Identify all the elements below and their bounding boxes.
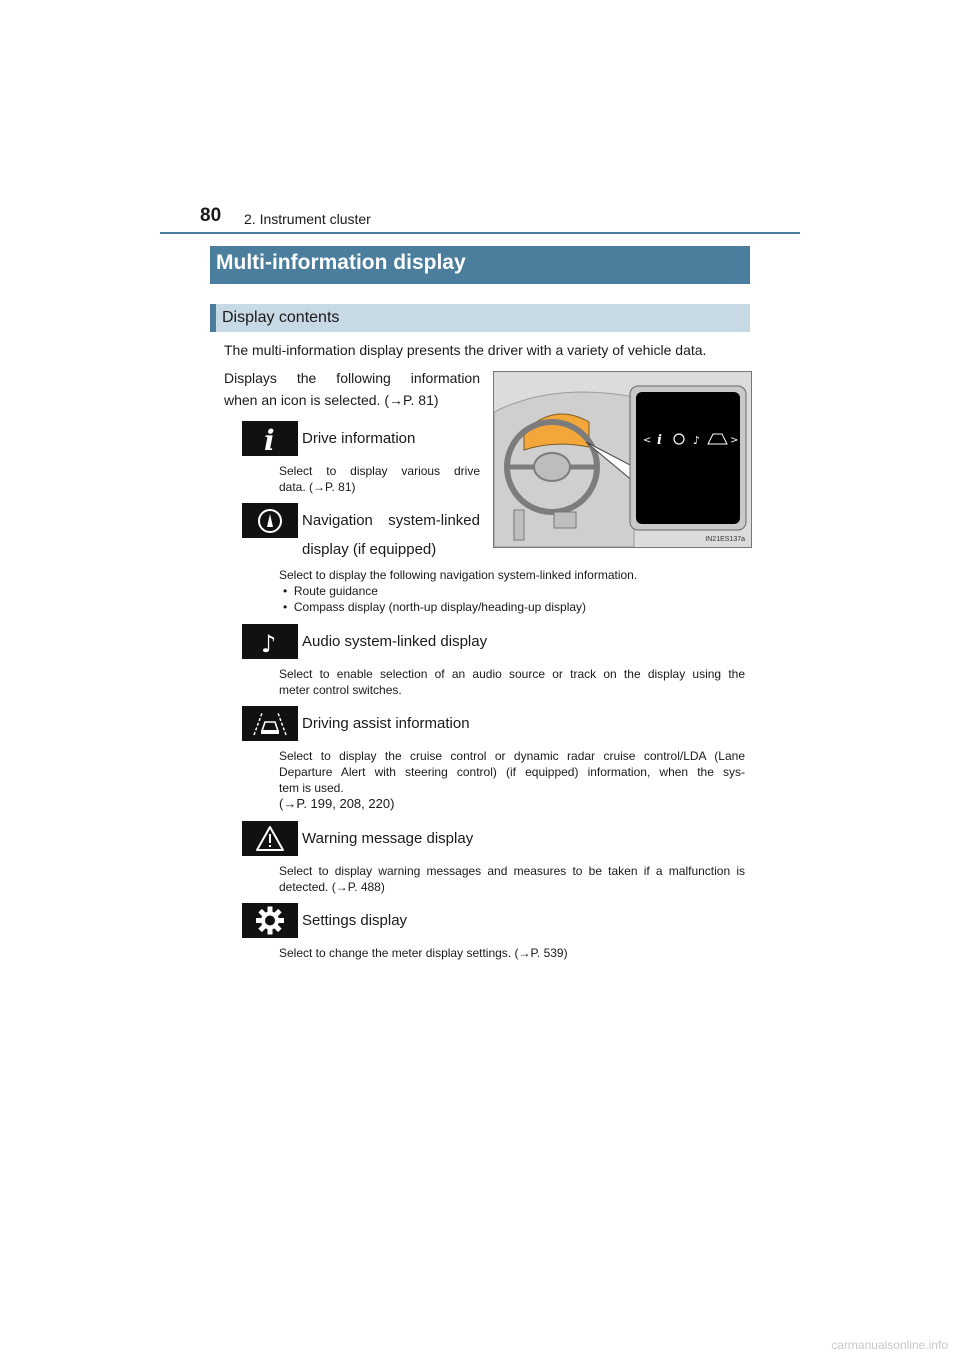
warning-desc-2: detected. (→P. 488) — [279, 880, 385, 894]
footer-watermark: carmanualsonline.info — [831, 1338, 948, 1352]
audio-desc-2: meter control switches. — [279, 683, 402, 697]
svg-text:♪: ♪ — [261, 630, 277, 658]
svg-text:i: i — [657, 433, 662, 448]
warning-label: Warning message display — [302, 830, 474, 847]
navigation-desc: Select to display the following navigation system-linked information. — [279, 568, 638, 582]
navigation-icon-box — [242, 503, 298, 538]
driving-assist-desc-1: Select to display the cruise control or dynamic radar cruise control/LDA (Lane — [279, 749, 745, 763]
svg-text:♪: ♪ — [693, 434, 701, 447]
info-i-icon — [242, 421, 298, 456]
car-lane-icon — [242, 706, 298, 741]
driving-assist-label: Driving assist information — [302, 715, 470, 732]
header-rule — [160, 232, 800, 234]
audio-desc-1: Select to enable selection of an audio source or track on the display using the — [279, 667, 745, 681]
audio-label: Audio system-linked display — [302, 633, 488, 650]
warning-triangle-icon — [242, 821, 298, 856]
drive-info-desc-2: data. (→P. 81) — [279, 480, 356, 494]
drive-info-desc-1: Select to display various drive — [279, 464, 480, 478]
warning-icon-box — [242, 821, 298, 856]
driving-assist-desc-2: Departure Alert with steering control) (if equipped) information, when the sys- — [279, 765, 745, 779]
driving-assist-icon-box — [242, 706, 298, 741]
drive-info-label: Drive information — [302, 430, 416, 447]
diagram-code: IN21ES137a — [705, 536, 745, 543]
lead-line-2: when an icon is selected. (→P. 81) — [224, 392, 439, 408]
navigation-icon — [242, 503, 298, 538]
audio-icon-box — [242, 624, 298, 659]
section-title: Multi-information display — [216, 251, 466, 274]
page-number: 80 — [200, 205, 222, 226]
navigation-bullet-2: • Compass display (north-up display/heading-up display) — [283, 600, 587, 614]
bullet-text: Compass display (north-up display/heading-up display) — [293, 600, 587, 614]
navigation-label-2: display (if equipped) — [302, 541, 437, 558]
settings-icon-box — [242, 903, 298, 938]
lead-line-1: Displays the following information — [224, 370, 480, 386]
driving-assist-ref: (→P. 199, 208, 220) — [279, 796, 395, 811]
dashboard-diagram — [493, 371, 752, 548]
dashboard-illustration — [494, 372, 751, 547]
navigation-label-1: Navigation system-linked — [302, 512, 480, 529]
warning-desc-1: Select to display warning messages and measures to be taken if a malfunction is — [279, 864, 745, 878]
svg-text:i: i — [264, 424, 275, 456]
subsection-accent — [210, 304, 216, 332]
bullet-text: Route guidance — [293, 584, 378, 598]
subsection-title: Display contents — [222, 309, 340, 326]
navigation-bullet-1: • Route guidance — [283, 584, 378, 598]
gear-icon — [242, 903, 298, 938]
music-note-icon — [242, 624, 298, 659]
settings-label: Settings display — [302, 912, 408, 929]
driving-assist-desc-3: tem is used. — [279, 781, 344, 795]
intro-paragraph: The multi-information display presents the driver with a variety of vehicle data. — [224, 342, 707, 358]
chapter-title: 2. Instrument cluster — [244, 211, 371, 227]
settings-desc: Select to change the meter display settings. (→P. 539) — [279, 946, 568, 960]
svg-text:>: > — [730, 435, 739, 446]
svg-text:<: < — [643, 435, 652, 446]
drive-info-icon-box — [242, 421, 298, 456]
